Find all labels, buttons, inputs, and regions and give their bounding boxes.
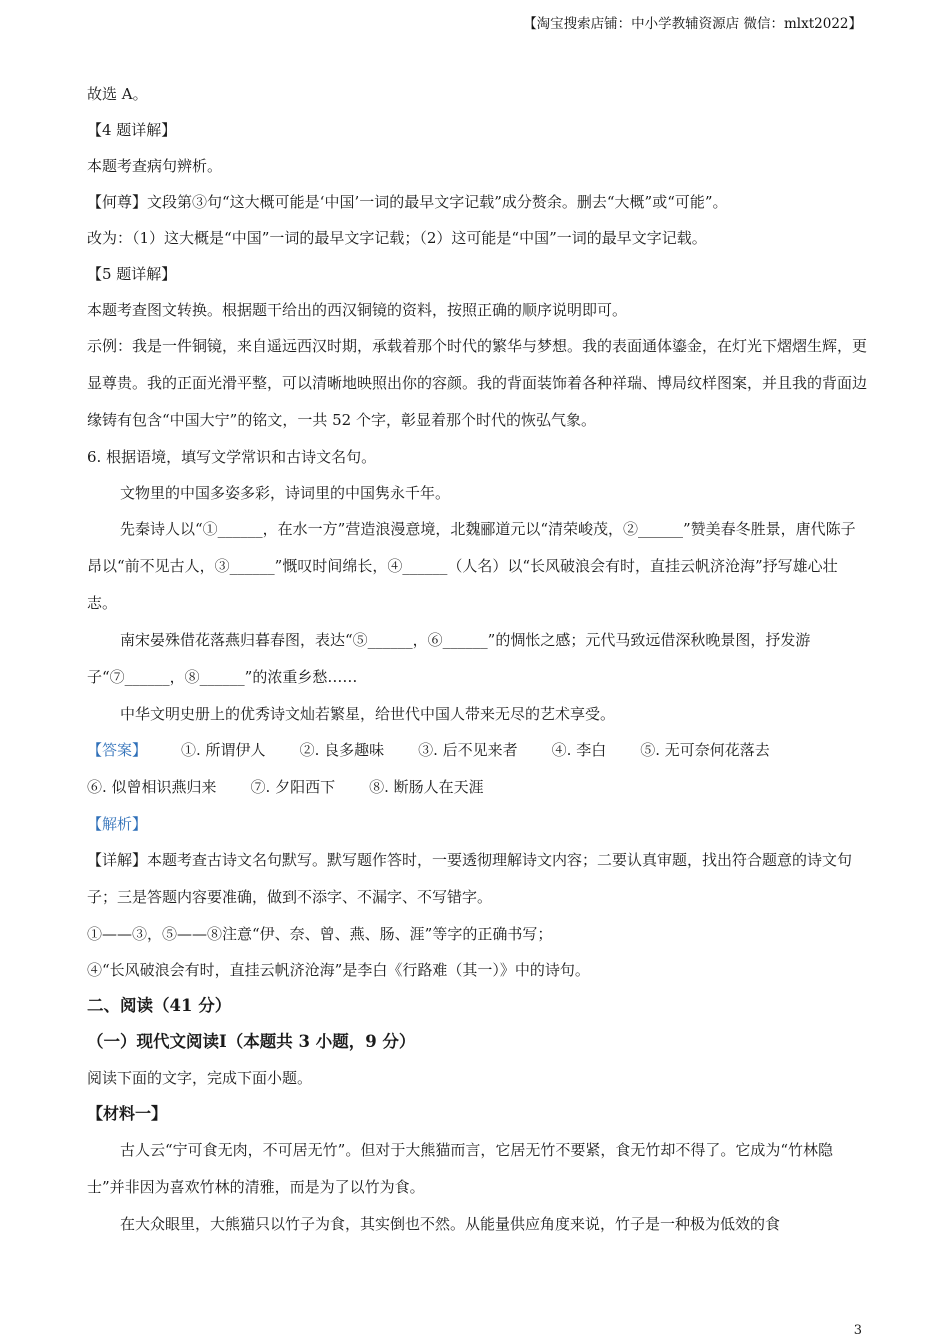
reading-paragraph: 在大众眼里，大熊猫只以竹子为食，其实倒也不然。从能量供应角度来说，竹子是一种极为低效的食 (120, 1215, 781, 1233)
question-6-title: 6. 根据语境，填写文学常识和古诗文名句。 (87, 448, 377, 466)
section-heading-q4: 【4 题详解】 (87, 121, 177, 139)
document-body (87, 76, 867, 1242)
answer-item: ③. 后不见来者 (418, 741, 518, 759)
text-line: 改为：（1）这大概是“中国”一词的最早文字记载；（2）这可能是“中国”一词的最早文字记载。 (87, 229, 707, 247)
answer-item: ①. 所谓伊人 (181, 741, 266, 759)
answer-item: ⑧. 断肠人在天涯 (369, 778, 484, 796)
reading-paragraph: 古人云“宁可食无肉，不可居无竹”。但对于大熊猫而言，它居无竹不要紧，食无竹却不得了。它成为“竹林隐士”并非因为喜欢竹林的清雅，而是为了以竹为食。 (87, 1141, 834, 1196)
answer-block (87, 732, 867, 806)
question-paragraph: 先秦诗人以“①______，在水一方”营造浪漫意境，北魏郦道元以“清荣峻茂，②______”赞美春冬胜景，唐代陈子昂以“前不见古人，③______”慨叹时间绵长，④______（人名）以“长风破浪会有时，直挂云帆济沧海”抒写雄心壮志。 (87, 520, 856, 612)
text-line: 本题考查病句辨析。 (87, 157, 223, 175)
answer-item: ⑤. 无可奈何花落去 (640, 741, 770, 759)
section-heading-q5: 【5 题详解】 (87, 265, 177, 283)
text-line: 【何尊】文段第③句“这大概可能是‘中国’一词的最早文字记载”成分赘余。删去“大概”或“可能”。 (87, 193, 728, 211)
material-label: 【材料一】 (87, 1104, 168, 1123)
analysis-paragraph: 【详解】本题考查古诗文名句默写。默写题作答时，一要透彻理解诗文内容；二要认真审题，找出符合题意的诗文句子；三是答题内容要准确，做到不添字、不漏字、不写错字。 (87, 851, 853, 906)
question-paragraph: 南宋晏殊借花落燕归暮春图，表达“⑤______，⑥______”的惆怅之感；元代马致远借深秋晚景图，抒发游子“⑦______，⑧______”的浓重乡愁…… (87, 631, 811, 686)
text-line: 阅读下面的文字，完成下面小题。 (87, 1069, 313, 1087)
subsection-title: （一）现代文阅读Ⅰ（本题共 3 小题，9 分） (87, 1032, 416, 1051)
answer-item: ⑥. 似曾相识燕归来 (87, 778, 217, 796)
text-line: ①——③，⑤——⑧注意“伊、奈、曾、燕、肠、涯”等字的正确书写； (87, 925, 553, 943)
page-header: 【淘宝搜索店铺：中小学教辅资源店 微信：mlxt2022】 (523, 16, 862, 32)
text-line: 故选 A。 (87, 85, 148, 103)
answer-label: 【答案】 (87, 741, 148, 759)
text-line: 本题考查图文转换。根据题干给出的西汉铜镜的资料，按照正确的顺序说明即可。 (87, 301, 628, 319)
answer-item: ②. 良多趣味 (299, 741, 385, 759)
section-title: 二、阅读（41 分） (87, 996, 232, 1015)
text-line: ④“长风破浪会有时，直挂云帆济沧海”是李白《行路难（其一）》中的诗句。 (87, 961, 590, 979)
example-paragraph: 示例：我是一件铜镜，来自遥远西汉时期，承载着那个时代的繁华与梦想。我的表面通体鎏金，在灯光下熠熠生辉，更显尊贵。我的正面光滑平整，可以清晰地映照出你的容颜。我的背面装饰着各种祥瑞、博局纹样图案，并且我的背面边缘铸有包含“中国大宁”的铭文，一共 52 个字，彰显着那个时代的恢弘气象。 (87, 337, 868, 429)
text-line: 中华文明史册上的优秀诗文灿若繁星，给世代中国人带来无尽的艺术享受。 (120, 705, 616, 723)
answer-item: ⑦. 夕阳西下 (250, 778, 336, 796)
page-number: 3 (853, 1323, 862, 1338)
answer-item: ④. 李白 (551, 741, 607, 759)
analysis-label: 【解析】 (87, 815, 148, 833)
text-line: 文物里的中国多姿多彩，诗词里的中国隽永千年。 (120, 484, 451, 502)
